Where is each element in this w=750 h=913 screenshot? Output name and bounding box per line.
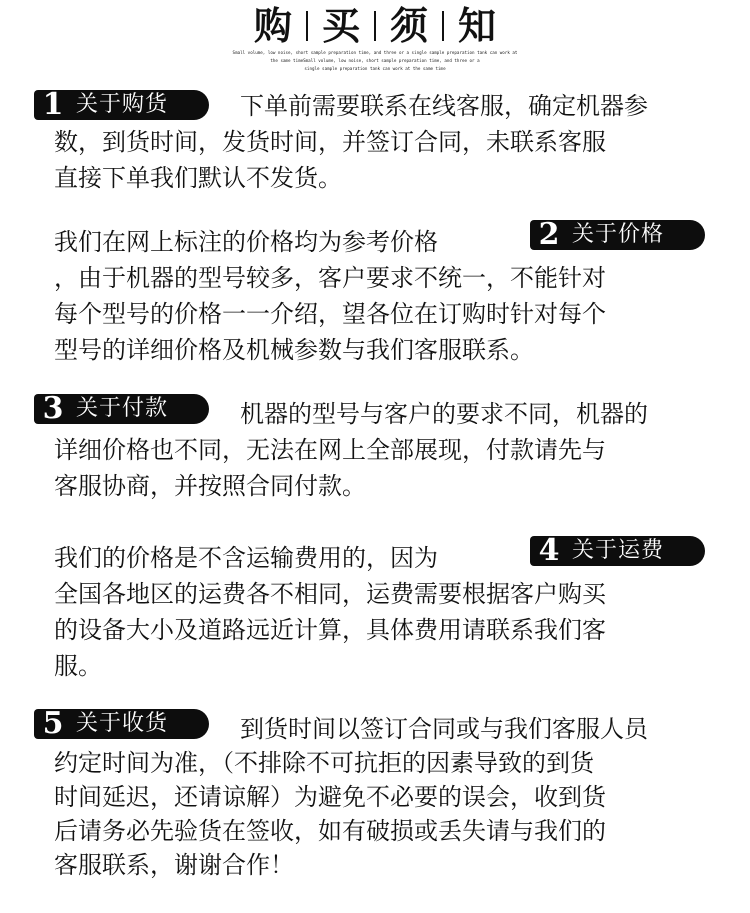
subtitle-line: the same timeSmall volume, low noise, short sample preparation time, and three or a bbox=[270, 58, 480, 63]
section-payment bbox=[0, 392, 750, 502]
section-badge bbox=[530, 217, 705, 252]
section-text-line: 我们在网上标注的价格均为参考价格 bbox=[54, 228, 438, 256]
section-number: 1 bbox=[42, 87, 64, 122]
section-text-line: ，由于机器的型号较多，客户要求不统一，不能针对 bbox=[54, 264, 606, 292]
section-badge bbox=[34, 391, 209, 426]
section-text-line: 服。 bbox=[54, 652, 102, 680]
section-number: 2 bbox=[538, 217, 560, 252]
title-char: 知 bbox=[458, 3, 497, 48]
section-label: 关于运费 bbox=[572, 538, 665, 563]
section-purchase bbox=[0, 88, 750, 198]
section-text-line: 我们的价格是不含运输费用的，因为 bbox=[54, 544, 438, 572]
title-char: 须 bbox=[390, 3, 429, 48]
section-text-line: 的设备大小及道路远近计算，具体费用请联系我们客 bbox=[54, 616, 606, 644]
page-subtitle bbox=[150, 49, 600, 73]
section-text-line: 机器的型号与客户的要求不同，机器的 bbox=[240, 400, 648, 428]
section-text-line: 全国各地区的运费各不相同，运费需要根据客户购买 bbox=[54, 580, 606, 608]
section-price bbox=[0, 217, 750, 366]
title-char: 购 bbox=[253, 3, 292, 48]
section-text-line: 到货时间以签订合同或与我们客服人员 bbox=[240, 715, 648, 743]
section-text-line: 直接下单我们默认不发货。 bbox=[54, 164, 342, 192]
section-label: 关于购货 bbox=[76, 92, 169, 117]
section-receiving bbox=[0, 707, 750, 892]
subtitle-line: Small volume, low noise, short sample preparation time, and three or a single sample preparation tank can work at bbox=[232, 50, 518, 55]
section-text-line: 客服协商，并按照合同付款。 bbox=[54, 472, 366, 500]
section-text-line: 每个型号的价格一一介绍，望各位在订购时针对每个 bbox=[54, 300, 606, 328]
section-text-line: 客服联系，谢谢合作！ bbox=[54, 851, 294, 879]
section-label: 关于付款 bbox=[76, 396, 169, 421]
section-badge bbox=[34, 706, 209, 741]
section-label: 关于价格 bbox=[572, 222, 665, 247]
section-badge bbox=[530, 533, 705, 568]
section-number: 3 bbox=[42, 391, 64, 426]
section-text-line: 时间延迟，还请谅解）为避免不必要的误会，收到货 bbox=[54, 783, 606, 811]
section-label: 关于收货 bbox=[76, 711, 169, 736]
section-text-line: 后请务必先验货在签收，如有破损或丢失请与我们的 bbox=[54, 817, 606, 845]
subtitle-line: single sample preparation tank can work at the same time bbox=[304, 66, 446, 71]
section-number: 5 bbox=[42, 706, 64, 741]
title-char: 买 bbox=[321, 3, 360, 48]
section-text-line: 型号的详细价格及机械参数与我们客服联系。 bbox=[54, 336, 534, 364]
section-text-line: 详细价格也不同，无法在网上全部展现，付款请先与 bbox=[54, 436, 606, 464]
section-text-line: 数，到货时间，发货时间，并签订合同，未联系客服 bbox=[54, 128, 606, 156]
page-title bbox=[0, 4, 750, 48]
page-header bbox=[0, 0, 750, 85]
section-number: 4 bbox=[538, 533, 560, 568]
section-text-line: 约定时间为准，（不排除不可抗拒的因素导致的到货 bbox=[54, 749, 594, 777]
section-shipping bbox=[0, 533, 750, 682]
section-badge bbox=[34, 87, 209, 122]
section-text-line: 下单前需要联系在线客服，确定机器参 bbox=[240, 92, 648, 120]
